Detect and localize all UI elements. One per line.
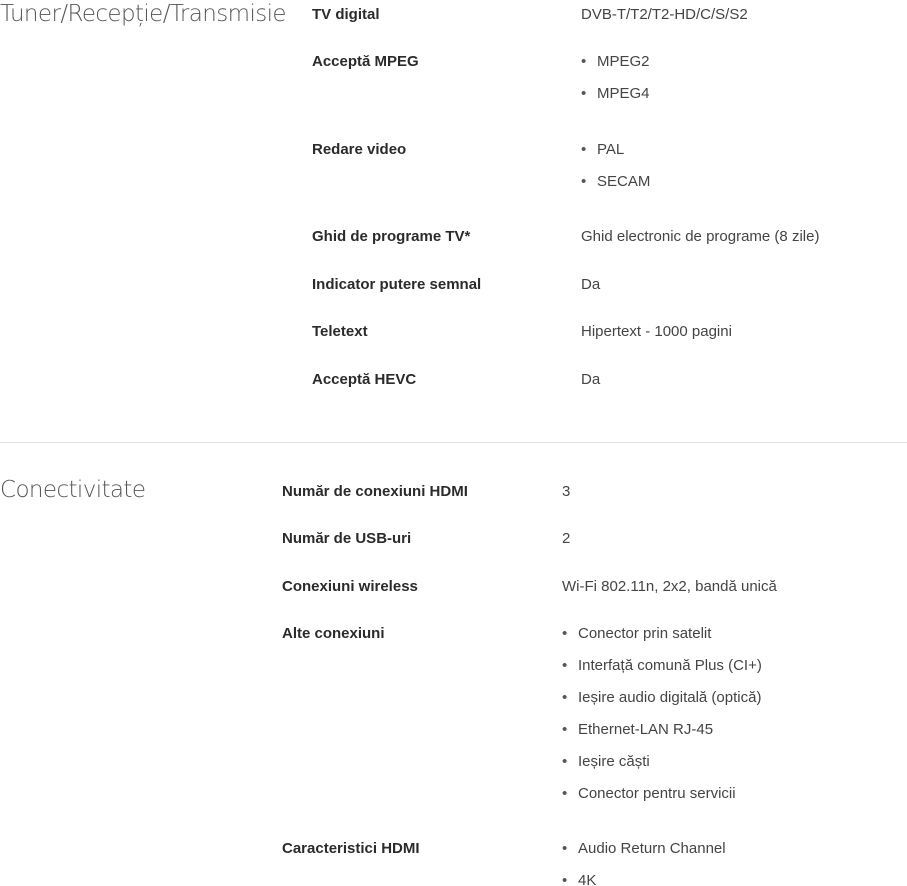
section-title-connectivity: Conectivitate (0, 477, 146, 503)
spec-label-digital-tv: TV digital (312, 6, 380, 23)
spec-label-other-connections: Alte conexiuni (282, 625, 385, 642)
spec-list-other-connections (562, 625, 762, 817)
list-item: • PAL (581, 141, 650, 173)
spec-value-digital-tv: DVB-T/T2/T2-HD/C/S/S2 (581, 6, 748, 23)
list-item: • Ethernet-LAN RJ-45 (562, 721, 762, 753)
spec-label-video-playback: Redare video (312, 141, 407, 158)
spec-list-mpeg (581, 53, 650, 117)
section-title-tuner: Tuner/Recepție/Transmisie (0, 1, 286, 27)
spec-label-hevc: Acceptă HEVC (312, 371, 417, 388)
spec-label-hdmi-features: Caracteristici HDMI (282, 840, 420, 857)
list-item: • Audio Return Channel (562, 840, 726, 872)
list-item: • 4K (562, 872, 726, 886)
spec-label-hdmi-count: Număr de conexiuni HDMI (282, 483, 468, 500)
spec-label-usb-count: Număr de USB-uri (282, 530, 412, 547)
spec-value-hdmi-count: 3 (562, 483, 571, 500)
list-item: • MPEG2 (581, 53, 650, 85)
spec-value-hevc: Da (581, 371, 601, 388)
spec-value-wireless: Wi-Fi 802.11n, 2x2, bandă unică (562, 578, 777, 595)
spec-label-tv-guide: Ghid de programe TV* (312, 228, 471, 245)
list-item: • MPEG4 (581, 85, 650, 117)
spec-label-wireless: Conexiuni wireless (282, 578, 418, 595)
list-item: • Ieșire audio digitală (optică) (562, 689, 762, 721)
spec-value-tv-guide: Ghid electronic de programe (8 zile) (581, 228, 820, 245)
list-item: • Conector prin satelit (562, 625, 762, 657)
spec-label-mpeg: Acceptă MPEG (312, 53, 419, 70)
list-item: • Ieșire căști (562, 753, 762, 785)
list-item: • Interfață comună Plus (CI+) (562, 657, 762, 689)
spec-value-usb-count: 2 (562, 530, 571, 547)
spec-label-teletext: Teletext (312, 323, 368, 340)
spec-value-teletext: Hipertext - 1000 pagini (581, 323, 732, 340)
spec-label-signal-indicator: Indicator putere semnal (312, 276, 482, 293)
spec-list-video-playback (581, 141, 650, 205)
spec-value-signal-indicator: Da (581, 276, 601, 293)
list-item: • SECAM (581, 173, 650, 205)
section-divider (0, 442, 907, 443)
list-item: • Conector pentru servicii (562, 785, 762, 817)
spec-list-hdmi-features (562, 840, 726, 886)
